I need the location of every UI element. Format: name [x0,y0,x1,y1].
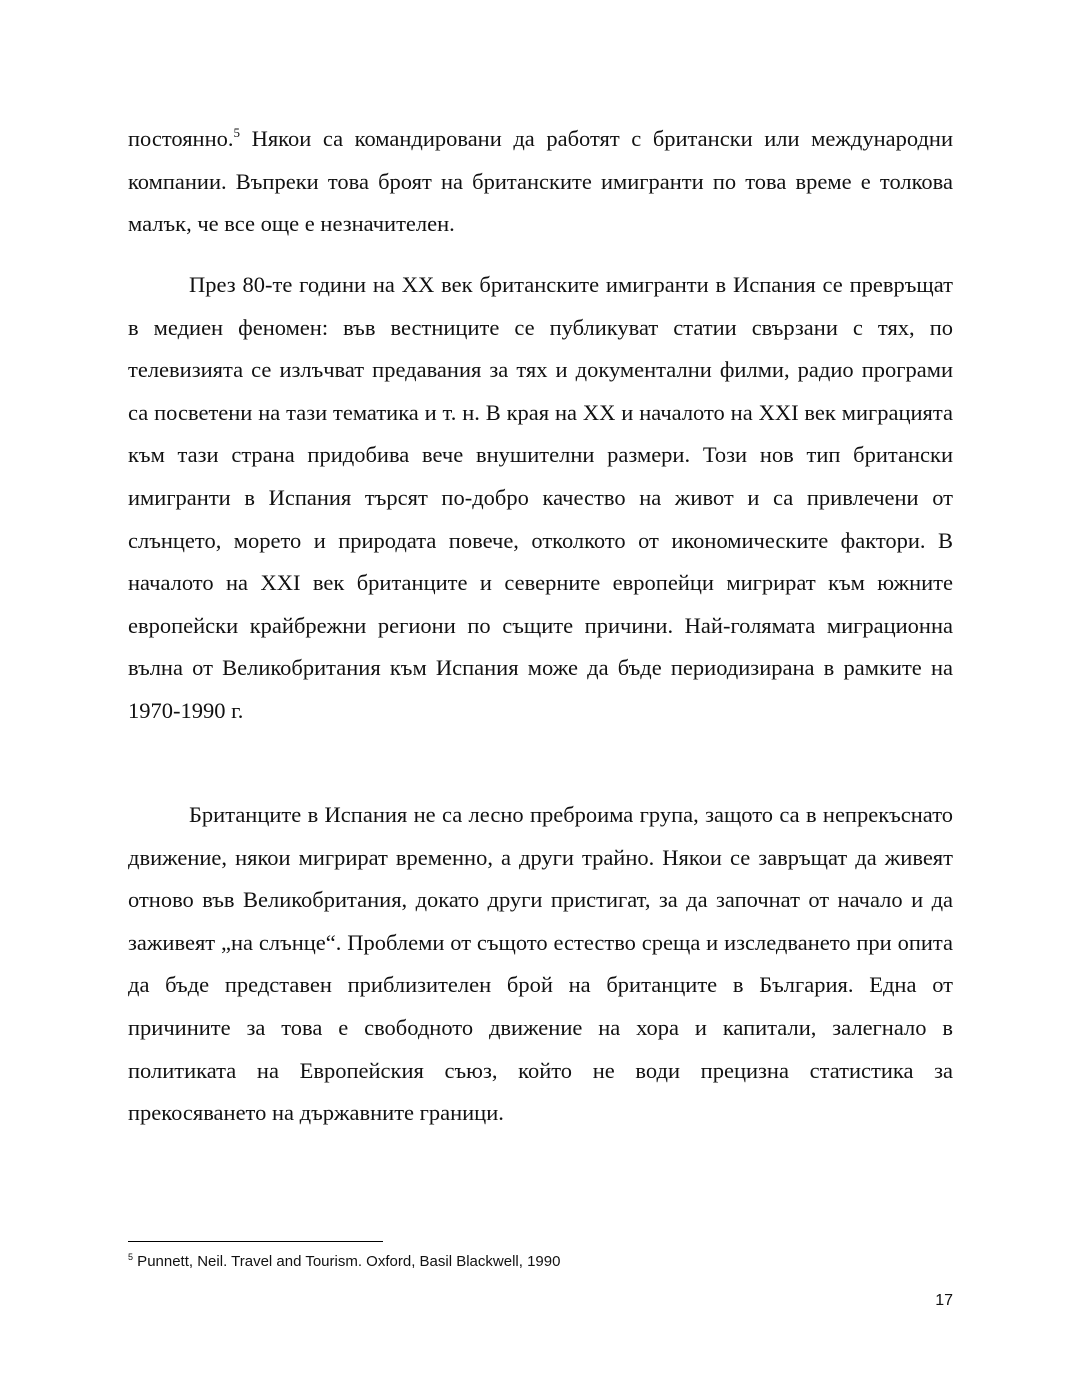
footnote-text: Punnett, Neil. Travel and Tourism. Oxford, Basil Blackwell, 1990 [133,1253,561,1270]
page-number: 17 [935,1292,953,1309]
paragraph-3: Британците в Испания не са лесно преброима група, защото са в непрекъснато движение, някои мигрират временно, а други трайно. Някои се завръщат да живеят отново във Великобритания, докато други пристигат, за да започнат от начало и да заживеят „на слънце“. Проблеми от същото естество среща и изследването при опита да бъде представен приблизителен брой на британците в България. Една от причините за това е свободното движение на хора и капитали, залегнало в политиката на Европейския съюз, който не води прецизна статистика за прекосяването на държавните граници. [128,802,953,1126]
paragraph-1-start: постоянно. [128,126,234,151]
footnote-number: 5 [128,1252,134,1262]
footnote-separator [128,1241,383,1242]
paragraph-1 [128,118,953,246]
paragraph-2: През 80-те години на XX век британските имигранти в Испания се превръщат в медиен феномен: във вестниците се публикуват статии свързани с тях, по телевизията се излъчват предавания за тях и документални филми, радио програми са посветени на тази тематика и т. н. В края на XX и началото на XXI век миграцията към тази страна придобива вече внушителни размери. Този нов тип британски имигранти в Испания търсят по-добро качество на живот и са привлечени от слънцето, морето и природата повече, отколкото от икономическите фактори. В началото на XXI век британците и северните европейци мигрират към южните европейски крайбрежни региони по същите причини. Най-голямата миграционна вълна от Великобритания към Испания може да бъде периодизирана в рамките на 1970-1990 г. [128,272,953,723]
paragraph-1-rest: Някои са командировани да работят с британски или международни компании. Въпреки това броят на британските имигранти по това време е толкова малък, че все още е незначителен. [128,126,953,237]
footnote [128,1252,953,1272]
footnote-reference: 5 [233,125,241,140]
